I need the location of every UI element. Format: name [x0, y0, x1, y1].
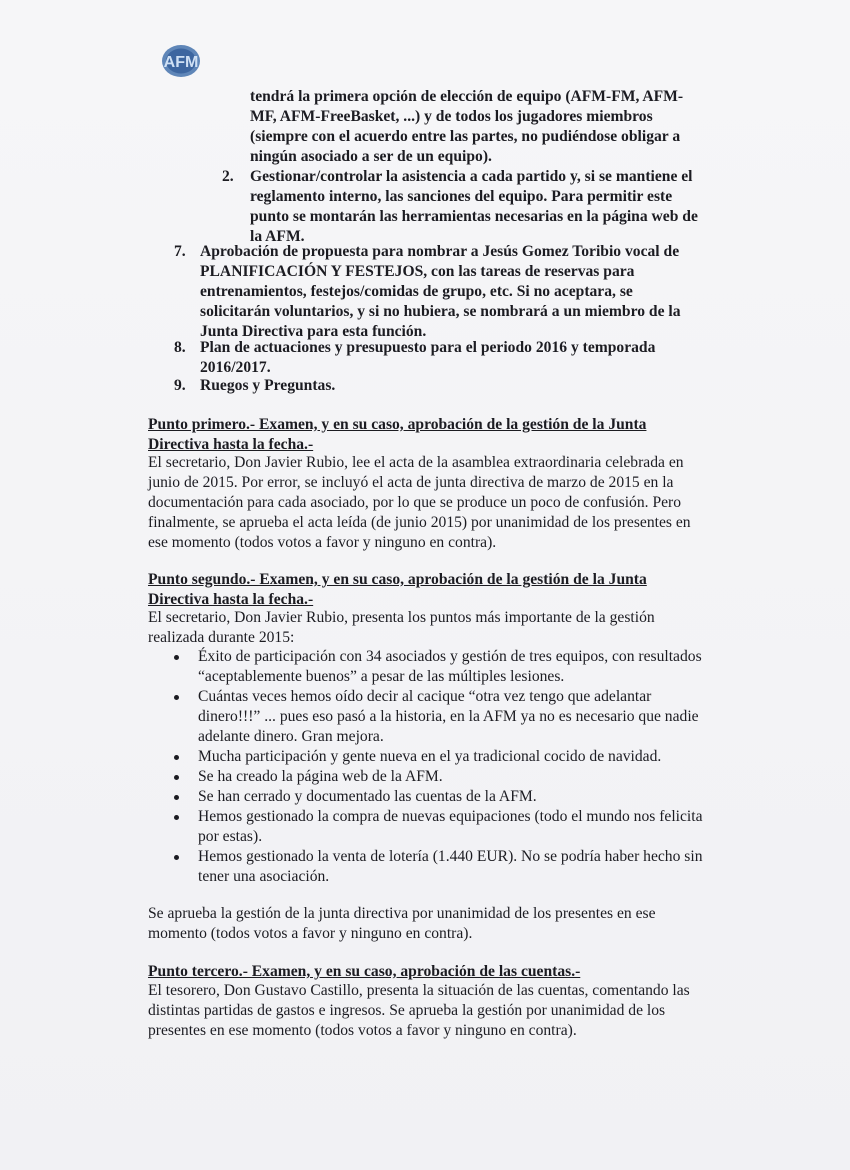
agenda-item-8-number: 8. — [174, 339, 186, 356]
list-item — [170, 807, 740, 847]
bullet-icon — [174, 775, 179, 780]
bullet-icon — [174, 755, 179, 760]
punto-segundo-body — [148, 608, 748, 648]
afm-logo-icon — [158, 42, 204, 80]
bullet-icon — [174, 855, 179, 860]
list-item — [170, 747, 740, 767]
text-line: distintas partidas de gastos e ingresos. Se aprueba la gestión por unanimidad de los — [148, 1002, 666, 1019]
text-line: Aprobación de propuesta para nombrar a Jesús Gomez Toribio vocal de — [200, 243, 680, 260]
agenda-item-7-number: 7. — [174, 243, 186, 260]
text-line: 2016/2017. — [200, 359, 271, 376]
text-line: Se aprueba la gestión de la junta directiva por unanimidad de los presentes en ese — [148, 905, 656, 922]
text-line: Plan de actuaciones y presupuesto para el periodo 2016 y temporada — [200, 339, 656, 356]
punto-tercero-heading — [148, 962, 748, 982]
text-line: PLANIFICACIÓN Y FESTEJOS, con las tareas de reservas para — [200, 263, 635, 280]
punto-tercero-body — [148, 981, 748, 1041]
text-line: realizada durante 2015: — [148, 629, 295, 646]
text-line: Se ha creado la página web de la AFM. — [198, 768, 443, 785]
punto-primero-heading — [148, 415, 748, 455]
text-line: Ruegos y Preguntas. — [200, 377, 336, 394]
sub-item-1-continuation — [250, 87, 740, 167]
text-line: la AFM. — [250, 228, 305, 245]
text-line: tener una asociación. — [198, 868, 330, 885]
heading-line: Directiva hasta la fecha.- — [148, 436, 314, 453]
afm-logo-text: AFM — [163, 54, 199, 71]
text-line: Cuántas veces hemos oído decir al cacique “otra vez tengo que adelantar — [198, 688, 652, 705]
list-item — [170, 767, 740, 787]
text-line: momento (todos votos a favor y ninguno en contra). — [148, 925, 473, 942]
text-line: El secretario, Don Javier Rubio, lee el acta de la asamblea extraordinaria celebrada en — [148, 454, 684, 471]
punto-segundo-closing — [148, 904, 748, 944]
text-line: finalmente, se aprueba el acta leída (de junio 2015) por unanimidad de los presentes en — [148, 514, 691, 531]
text-line: junio de 2015. Por error, se incluyó el acta de junta directiva de marzo de 2015 en la — [148, 474, 674, 491]
text-line: documentación para cada asociado, por lo que se produce un poco de confusión. Pero — [148, 494, 682, 511]
text-line: El tesorero, Don Gustavo Castillo, presenta la situación de las cuentas, comentando las — [148, 982, 690, 999]
agenda-item-7-text — [200, 242, 740, 342]
heading-line: Directiva hasta la fecha.- — [148, 591, 314, 608]
achievements-list — [170, 647, 740, 887]
bullet-icon — [174, 795, 179, 800]
bullet-icon — [174, 815, 179, 820]
punto-segundo-heading — [148, 570, 748, 610]
text-line: reglamento interno, las sanciones del equipo. Para permitir este — [250, 188, 673, 205]
heading-line: Punto segundo.- Examen, y en su caso, aprobación de la gestión de la Junta — [148, 571, 647, 588]
text-line: adelante dinero. Gran mejora. — [198, 728, 384, 745]
text-line: El secretario, Don Javier Rubio, presenta los puntos más importante de la gestión — [148, 609, 655, 626]
text-line: tendrá la primera opción de elección de equipo (AFM-FM, AFM- — [250, 88, 684, 105]
text-line: punto se montarán las herramientas necesarias en la página web de — [250, 208, 698, 225]
sub-item-2-number: 2. — [222, 168, 234, 185]
text-line: Mucha participación y gente nueva en el ya tradicional cocido de navidad. — [198, 748, 662, 765]
agenda-item-9-text — [200, 376, 740, 396]
text-line: Junta Directiva para esta función. — [200, 323, 427, 340]
list-item — [170, 647, 740, 687]
text-line: Éxito de participación con 34 asociados y gestión de tres equipos, con resultados — [198, 648, 702, 665]
list-item — [170, 847, 740, 887]
text-line: “aceptablemente buenos” a pesar de las múltiples lesiones. — [198, 668, 565, 685]
text-line: Hemos gestionado la compra de nuevas equipaciones (todo el mundo nos felicita — [198, 808, 703, 825]
list-item — [170, 787, 740, 807]
text-line: ningún asociado a ser de un equipo). — [250, 148, 492, 165]
text-line: Se han cerrado y documentado las cuentas de la AFM. — [198, 788, 537, 805]
list-item — [170, 687, 740, 747]
heading-line: Punto tercero.- Examen, y en su caso, aprobación de las cuentas.- — [148, 963, 581, 980]
text-line: (siempre con el acuerdo entre las partes, no pudiéndose obligar a — [250, 128, 681, 145]
text-line: MF, AFM-FreeBasket, ...) y de todos los jugadores miembros — [250, 108, 653, 125]
text-line: ese momento (todos votos a favor y ninguno en contra). — [148, 534, 497, 551]
bullet-icon — [174, 695, 179, 700]
agenda-item-8-text — [200, 338, 740, 378]
bullet-icon — [174, 655, 179, 660]
text-line: Gestionar/controlar la asistencia a cada partido y, si se mantiene el — [250, 168, 693, 185]
punto-primero-body — [148, 453, 748, 553]
text-line: entrenamientos, festejos/comidas de grupo, etc. Si no aceptara, se — [200, 283, 633, 300]
text-line: solicitarán voluntarios, y si no hubiera, se nombrará a un miembro de la — [200, 303, 681, 320]
agenda-item-9-number: 9. — [174, 377, 186, 394]
sub-item-2-text — [250, 167, 740, 247]
text-line: Hemos gestionado la venta de lotería (1.440 EUR). No se podría haber hecho sin — [198, 848, 703, 865]
text-line: presentes en ese momento (todos votos a favor y ninguno en contra). — [148, 1022, 577, 1039]
text-line: por estas). — [198, 828, 263, 845]
heading-line: Punto primero.- Examen, y en su caso, aprobación de la gestión de la Junta — [148, 416, 647, 433]
text-line: dinero!!!” ... pues eso pasó a la historia, en la AFM ya no es necesario que nadie — [198, 708, 699, 725]
